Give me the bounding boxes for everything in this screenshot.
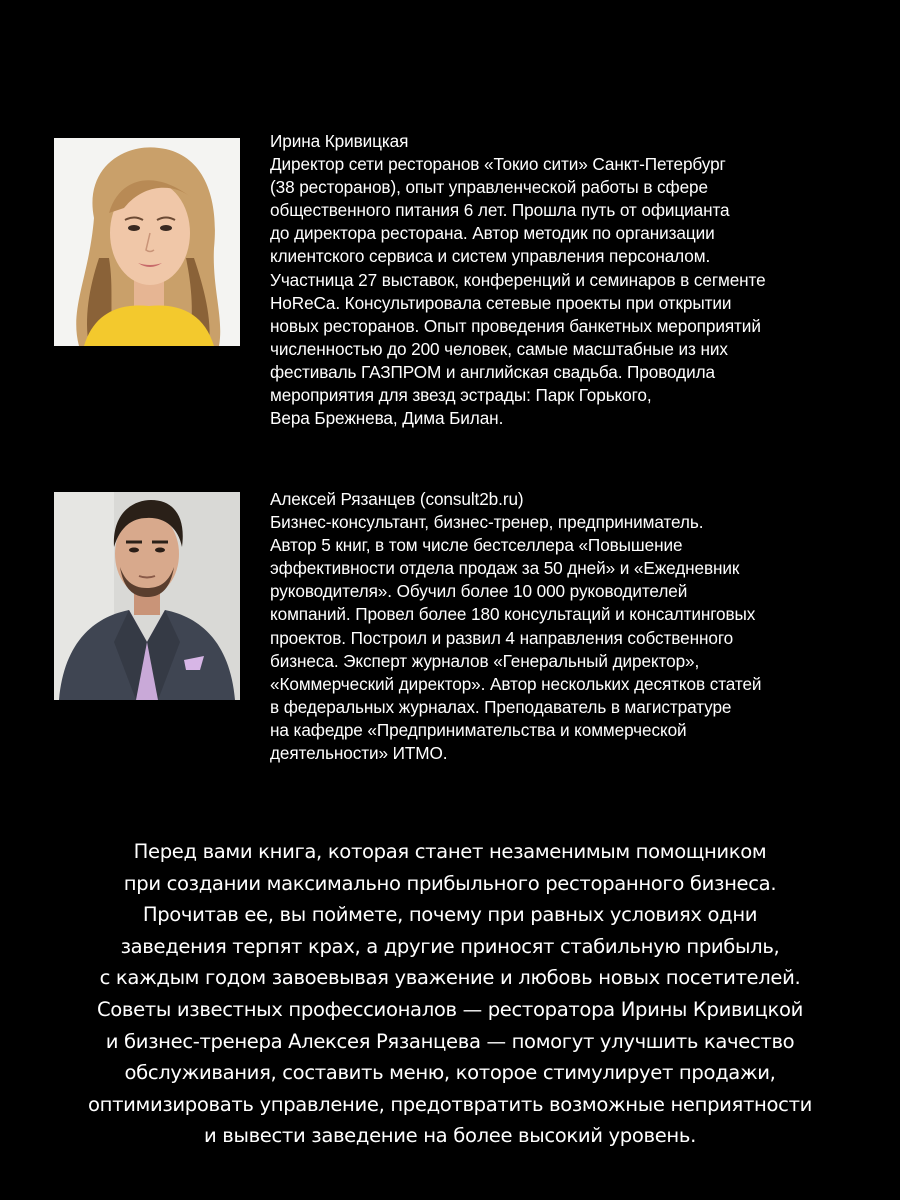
bio-line: «Коммерческий директор». Автор нескольких десятков статей — [270, 673, 762, 694]
blurb-line: Перед вами книга, которая станет незаменимым помощником — [133, 840, 767, 863]
blurb-line: при создании максимально прибыльного ресторанного бизнеса. — [123, 871, 777, 895]
bio-line: Вера Брежнева, Дима Билан. — [270, 408, 504, 429]
bio-line: компаний. Провел более 180 консультаций и консалтинговых — [270, 604, 756, 625]
bio-line: новых ресторанов. Опыт проведения банкетных мероприятий — [270, 315, 761, 336]
bio-line: Участница 27 выставок, конференций и семинаров в сегменте — [270, 269, 766, 290]
blurb-line: обслуживания, составить меню, которое стимулирует продажи, — [124, 1061, 776, 1085]
blurb-line: и вывести заведение на более высокий уровень. — [204, 1124, 696, 1148]
blurb-line: с каждым годом завоевывая уважение и любовь новых посетителей. — [99, 966, 801, 990]
portrait-woman-image — [54, 138, 240, 346]
author-photo-irina — [54, 138, 240, 346]
author-name-irina: Ирина Кривицкая — [270, 131, 409, 151]
bio-line: в федеральных журналах. Преподаватель в магистратуре — [270, 696, 732, 717]
bio-line: проектов. Построил и развил 4 направления собственного — [270, 627, 734, 648]
bio-line: деятельности» ИТМО. — [270, 743, 448, 764]
author-photo-alexey — [54, 492, 240, 700]
bio-line: общественного питания 6 лет. Прошла путь от официанта — [270, 200, 730, 221]
portrait-man-image — [54, 492, 240, 700]
blurb-line: заведения терпят крах, а другие приносят стабильную прибыль, — [120, 934, 780, 958]
bio-line: Автор 5 книг, в том числе бестселлера «Повышение — [270, 535, 683, 556]
blurb-line: Прочитав ее, вы поймете, почему при равных условиях одни — [142, 903, 758, 927]
bio-line: до директора ресторана. Автор методик по организации — [270, 223, 715, 244]
bio-line: на кафедре «Предпринимательства и коммерческой — [270, 719, 687, 740]
bio-line: (38 ресторанов), опыт управленческой работы в сфере — [270, 177, 708, 198]
blurb-line: и бизнес-тренера Алексея Рязанцева — помогут улучшить качество — [105, 1029, 795, 1053]
blurb-line: Советы известных профессионалов — ресторатора Ирины Кривицкой — [96, 997, 804, 1021]
bio-line: бизнеса. Эксперт журналов «Генеральный директор», — [270, 650, 700, 671]
bio-line: мероприятия для звезд эстрады: Парк Горького, — [270, 385, 652, 406]
bio-line: руководителя». Обучил более 10 000 руководителей — [270, 581, 688, 602]
bio-line: Директор сети ресторанов «Токио сити» Санкт-Петербург — [270, 154, 726, 175]
bio-line: фестиваль ГАЗПРОМ и английская свадьба. Проводила — [270, 361, 715, 382]
bio-line: Бизнес-консультант, бизнес-тренер, предприниматель. — [270, 512, 704, 533]
bio-line: численностью до 200 человек, самые масштабные из них — [270, 338, 728, 359]
author-bio-irina — [270, 130, 880, 430]
book-blurb — [0, 836, 900, 1152]
bio-line: эффективности отдела продаж за 50 дней» и «Ежедневник — [270, 558, 740, 579]
blurb-line: оптимизировать управление, предотвратить возможные неприятности — [87, 1092, 813, 1116]
author-name-alexey: Алексей Рязанцев (consult2b.ru) — [270, 489, 524, 509]
bio-line: HoReCa. Консультировала сетевые проекты при открытии — [270, 292, 732, 313]
author-bio-alexey — [270, 488, 880, 765]
bio-line: клиентского сервиса и систем управления персоналом. — [270, 246, 711, 267]
